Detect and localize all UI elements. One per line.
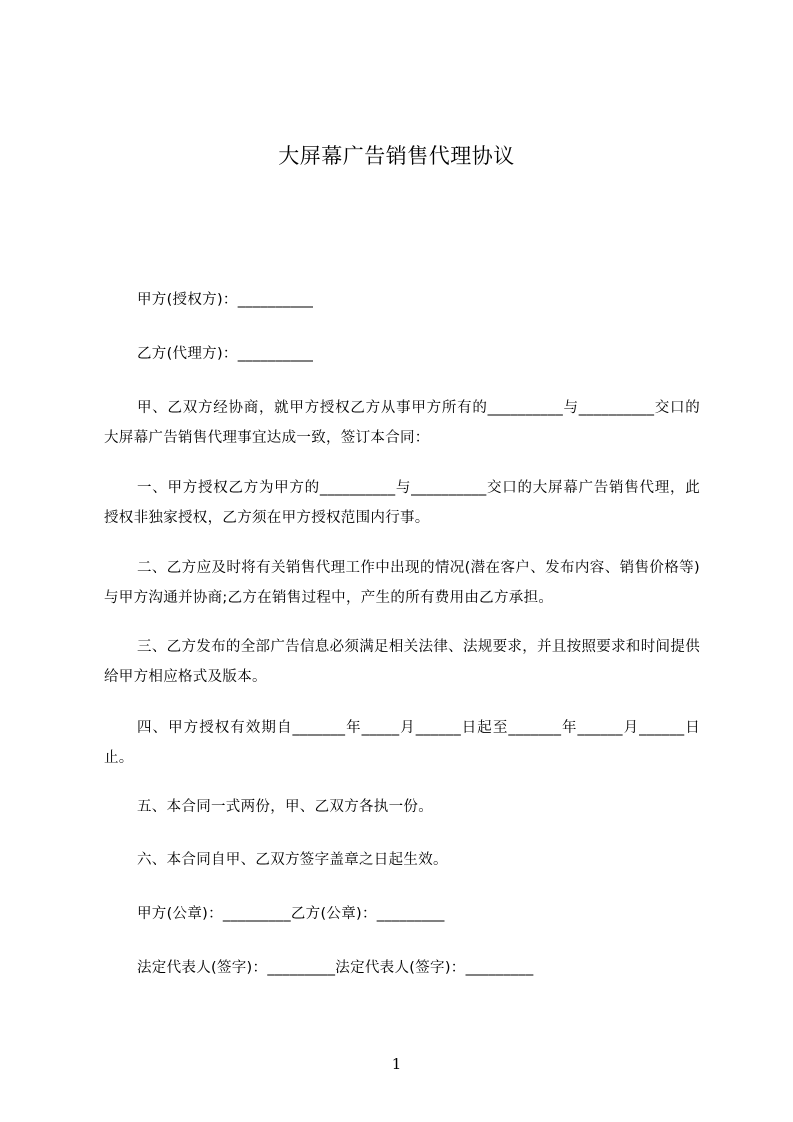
intro-paragraph: 甲、乙双方经协商，就甲方授权乙方从事甲方所有的__________与__________交口的大屏幕广告销售代理事宜达成一致，签订本合同： [104,400,700,446]
signature-line: 法定代表人(签字)：_________法定代表人(签字)：_________ [137,960,534,976]
clause-2-paragraph: 二、乙方应及时将有关销售代理工作中出现的情况(潜在客户、发布内容、销售价格等)与甲方沟通并协商;乙方在销售过程中，产生的所有费用由乙方承担。 [104,560,700,606]
clause-5-line: 五、本合同一式两份，甲、乙双方各执一份。 [137,799,433,815]
seal-line: 甲方(公章)：_________乙方(公章)：_________ [137,906,445,922]
page-number: 1 [391,1055,402,1073]
document-title: 大屏幕广告销售代理协议 [278,144,515,168]
clause-3-paragraph: 三、乙方发布的全部广告信息必须满足相关法律、法规要求，并且按照要求和时间提供给甲方相应格式及版本。 [104,639,700,685]
clause-1-paragraph: 一、甲方授权乙方为甲方的__________与__________交口的大屏幕广告销售代理，此授权非独家授权，乙方须在甲方授权范围内行事。 [104,480,700,526]
party-a-line: 甲方(授权方)：__________ [137,292,314,308]
clause-4-paragraph: 四、甲方授权有效期自_______年_____月______日起至_______年______月______日止。 [104,720,700,766]
clause-6-line: 六、本合同自甲、乙双方签字盖章之日起生效。 [137,852,448,868]
party-b-line: 乙方(代理方)：__________ [137,346,314,362]
